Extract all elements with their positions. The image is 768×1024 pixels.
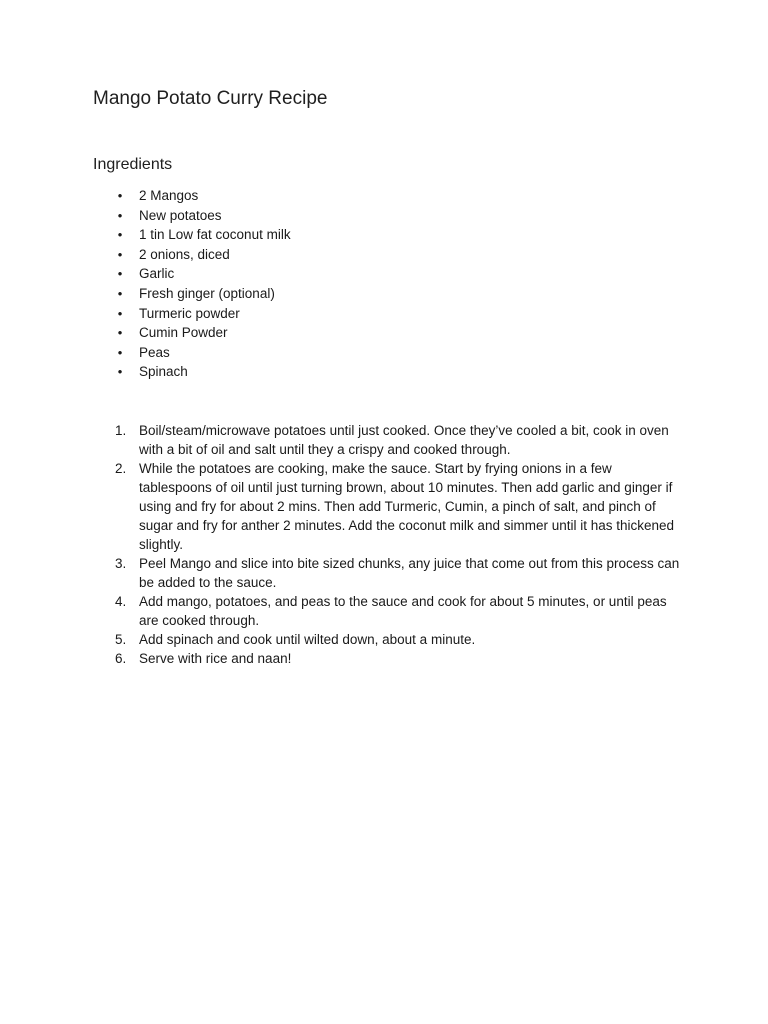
ingredient-text: Garlic (139, 266, 175, 282)
bullet-icon: • (117, 227, 123, 243)
ingredient-text: 2 onions, diced (139, 246, 230, 262)
ingredient-text: Fresh ginger (optional) (139, 285, 275, 301)
instruction-step (0, 554, 768, 592)
step-text: Boil/steam/microwave potatoes until just cooked. Once they’ve cooled a bit, cook in oven with a bit of oil and salt until they a crispy and cooked through. (139, 423, 669, 457)
bullet-icon: • (117, 325, 123, 341)
step-number: 4. (115, 594, 127, 609)
instruction-step (0, 630, 768, 649)
instruction-step (0, 459, 768, 554)
step-text: While the potatoes are cooking, make the sauce. Start by frying onions in a few tablespoons of oil until just turning brown, about 10 minutes. Then add garlic and ginger if using and fry for about 2 mins. Then add Turmeric, Cumin, a pinch of salt, and pinch of sugar and fry for anther 2 minutes. Add the coconut milk and simmer until it has thickened slightly. (139, 461, 675, 552)
step-number: 3. (115, 556, 127, 571)
step-number: 5. (115, 632, 127, 647)
instruction-step (0, 421, 768, 459)
ingredient-text: 1 tin Low fat coconut milk (139, 227, 291, 243)
step-text: Add spinach and cook until wilted down, about a minute. (139, 632, 476, 647)
step-number: 1. (115, 423, 127, 438)
instruction-step (0, 649, 768, 668)
bullet-icon: • (117, 285, 123, 301)
bullet-icon: • (117, 188, 123, 203)
bullet-icon: • (117, 305, 123, 321)
bullet-icon: • (117, 246, 123, 262)
ingredient-text: Turmeric powder (139, 305, 240, 321)
step-number: 2. (115, 461, 127, 476)
instruction-step (0, 592, 768, 630)
recipe-title: Mango Potato Curry Recipe (93, 88, 328, 109)
ingredient-text: Spinach (139, 364, 188, 380)
instructions-list (0, 421, 768, 668)
ingredients-heading: Ingredients (93, 156, 173, 173)
step-text: Peel Mango and slice into bite sized chunks, any juice that come out from this process can be added to the sauce. (139, 556, 680, 590)
bullet-icon: • (117, 364, 123, 380)
step-number: 6. (115, 651, 127, 666)
step-text: Serve with rice and naan! (139, 651, 292, 666)
bullet-icon: • (117, 207, 123, 223)
ingredient-text: New potatoes (139, 207, 222, 223)
ingredient-text: 2 Mangos (139, 188, 199, 203)
ingredient-text: Cumin Powder (139, 325, 228, 341)
ingredient-text: Peas (139, 344, 170, 360)
step-text: Add mango, potatoes, and peas to the sauce and cook for about 5 minutes, or until peas are cooked through. (139, 594, 667, 628)
bullet-icon: • (117, 344, 123, 360)
bullet-icon: • (117, 266, 123, 282)
